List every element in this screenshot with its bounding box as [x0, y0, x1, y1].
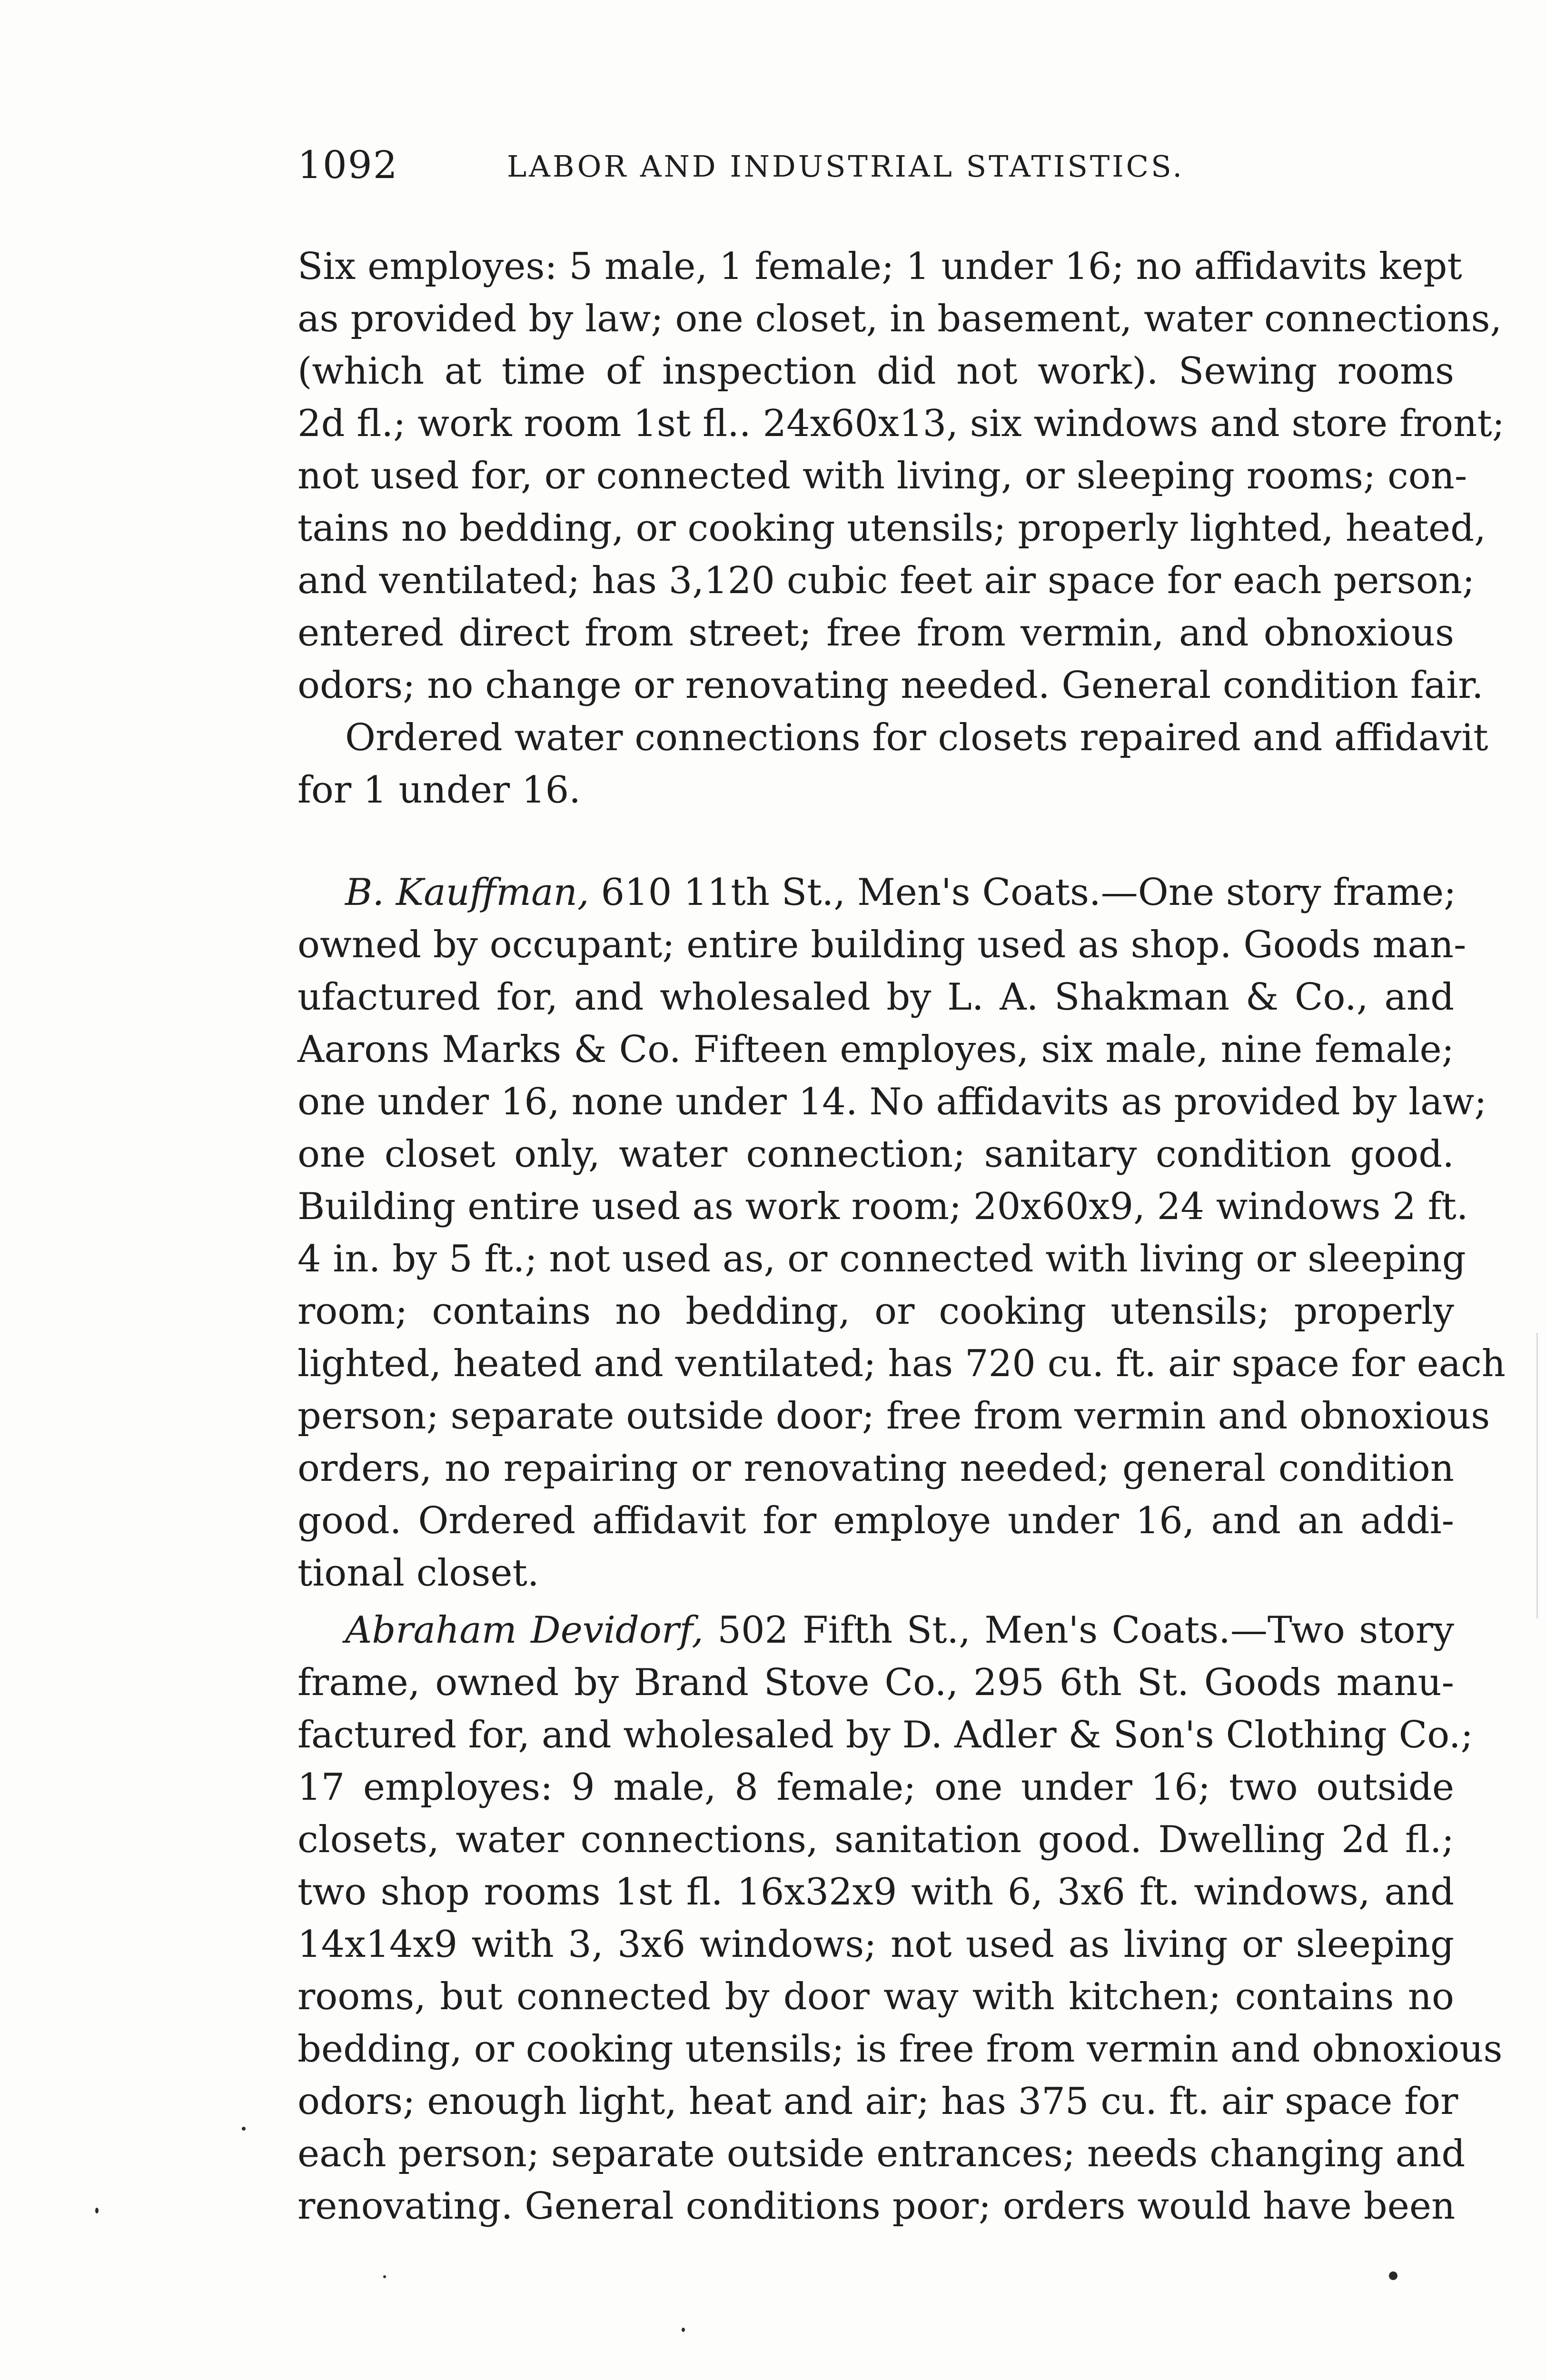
text-line: frame, owned by Brand Stove Co., 295 6th St. Goods manu-	[297, 1661, 1454, 1704]
text-line: two shop rooms 1st fl. 16x32x9 with 6, 3x6 ft. windows, and	[297, 1871, 1454, 1914]
text-line: each person; separate outside entrances; needs changing and	[297, 2132, 1466, 2175]
text-line: odors; no change or renovating needed. General condition fair.	[297, 664, 1484, 707]
text-line: (which at time of inspection did not work). Sewing rooms	[297, 350, 1454, 393]
order-line: for 1 under 16.	[297, 769, 581, 812]
text-line: 14x14x9 with 3, 3x6 windows; not used as living or sleeping	[297, 1923, 1454, 1966]
text-line: not used for, or connected with living, or sleeping rooms; con-	[297, 455, 1467, 497]
entry-first-line-rest: 610 11th St., Men's Coats.—One story frame;	[589, 871, 1457, 914]
entry-paragraph-2	[297, 866, 1506, 1599]
text-line: tains no bedding, or cooking utensils; properly lighted, heated,	[297, 507, 1486, 550]
scan-speck	[682, 2328, 685, 2332]
text-line: Building entire used as work room; 20x60x9, 24 windows 2 ft.	[297, 1185, 1468, 1228]
scan-speck	[383, 2275, 386, 2278]
proprietor-name: Abraham Devidorf,	[345, 1609, 704, 1652]
text-line: lighted, heated and ventilated; has 720 cu. ft. air space for each	[297, 1342, 1506, 1385]
text-line: and ventilated; has 3,120 cubic feet air space for each person;	[297, 559, 1475, 602]
text-line: one closet only, water connection; sanitary condition good.	[297, 1133, 1454, 1176]
text-line: renovating. General conditions poor; orders would have been	[297, 2185, 1456, 2228]
entry-first-line	[297, 1604, 1454, 1656]
page-number: 1092	[297, 143, 398, 187]
proprietor-name: B. Kauffman,	[345, 871, 589, 914]
text-line: odors; enough light, heat and air; has 375 cu. ft. air space for	[297, 2080, 1458, 2123]
text-line: owned by occupant; entire building used as shop. Goods man-	[297, 923, 1467, 966]
text-line: 4 in. by 5 ft.; not used as, or connected with living or sleeping	[297, 1238, 1466, 1280]
scan-edge-mark	[1536, 1333, 1538, 1618]
text-line: one under 16, none under 14. No affidavits as provided by law;	[297, 1081, 1487, 1123]
text-line: ufactured for, and wholesaled by L. A. Shakman & Co., and	[297, 976, 1454, 1019]
entry-first-line	[297, 866, 1457, 919]
text-line: bedding, or cooking utensils; is free from vermin and obnoxious	[297, 2028, 1503, 2071]
page-header	[297, 139, 1464, 191]
running-head: LABOR AND INDUSTRIAL STATISTICS.	[507, 149, 1185, 184]
text-line: tional closet.	[297, 1552, 539, 1595]
text-line: orders, no repairing or renovating needed; general condition	[297, 1447, 1454, 1490]
text-line: factured for, and wholesaled by D. Adler & Son's Clothing Co.;	[297, 1714, 1473, 1756]
text-line: good. Ordered affidavit for employe under 16, and an addi-	[297, 1499, 1454, 1542]
text-line: closets, water connections, sanitation good. Dwelling 2d fl.;	[297, 1818, 1454, 1861]
text-line: as provided by law; one closet, in basement, water connections,	[297, 298, 1502, 340]
order-line: Ordered water connections for closets repaired and affidavit	[345, 716, 1488, 759]
text-line: person; separate outside door; free from vermin and obnoxious	[297, 1395, 1490, 1438]
entry-paragraph-3	[297, 1604, 1503, 2232]
text-line: 2d fl.; work room 1st fl.. 24x60x13, six windows and store front;	[297, 402, 1505, 445]
scan-speck	[242, 2127, 246, 2131]
scan-speck	[1389, 2271, 1397, 2280]
entry-first-line-rest: 502 Fifth St., Men's Coats.—Two story	[703, 1609, 1454, 1652]
scan-speck	[95, 2208, 99, 2213]
text-line: room; contains no bedding, or cooking utensils; properly	[297, 1290, 1454, 1333]
text-line: rooms, but connected by door way with kitchen; contains no	[297, 1975, 1454, 2018]
text-line: 17 employes: 9 male, 8 female; one under 16; two outside	[297, 1766, 1454, 1809]
text-line: entered direct from street; free from vermin, and obnoxious	[297, 612, 1454, 654]
entry-paragraph-1	[297, 240, 1505, 816]
text-line: Six employes: 5 male, 1 female; 1 under 16; no affidavits kept	[297, 245, 1462, 288]
text-line: Aarons Marks & Co. Fifteen employes, six male, nine female;	[297, 1028, 1454, 1071]
